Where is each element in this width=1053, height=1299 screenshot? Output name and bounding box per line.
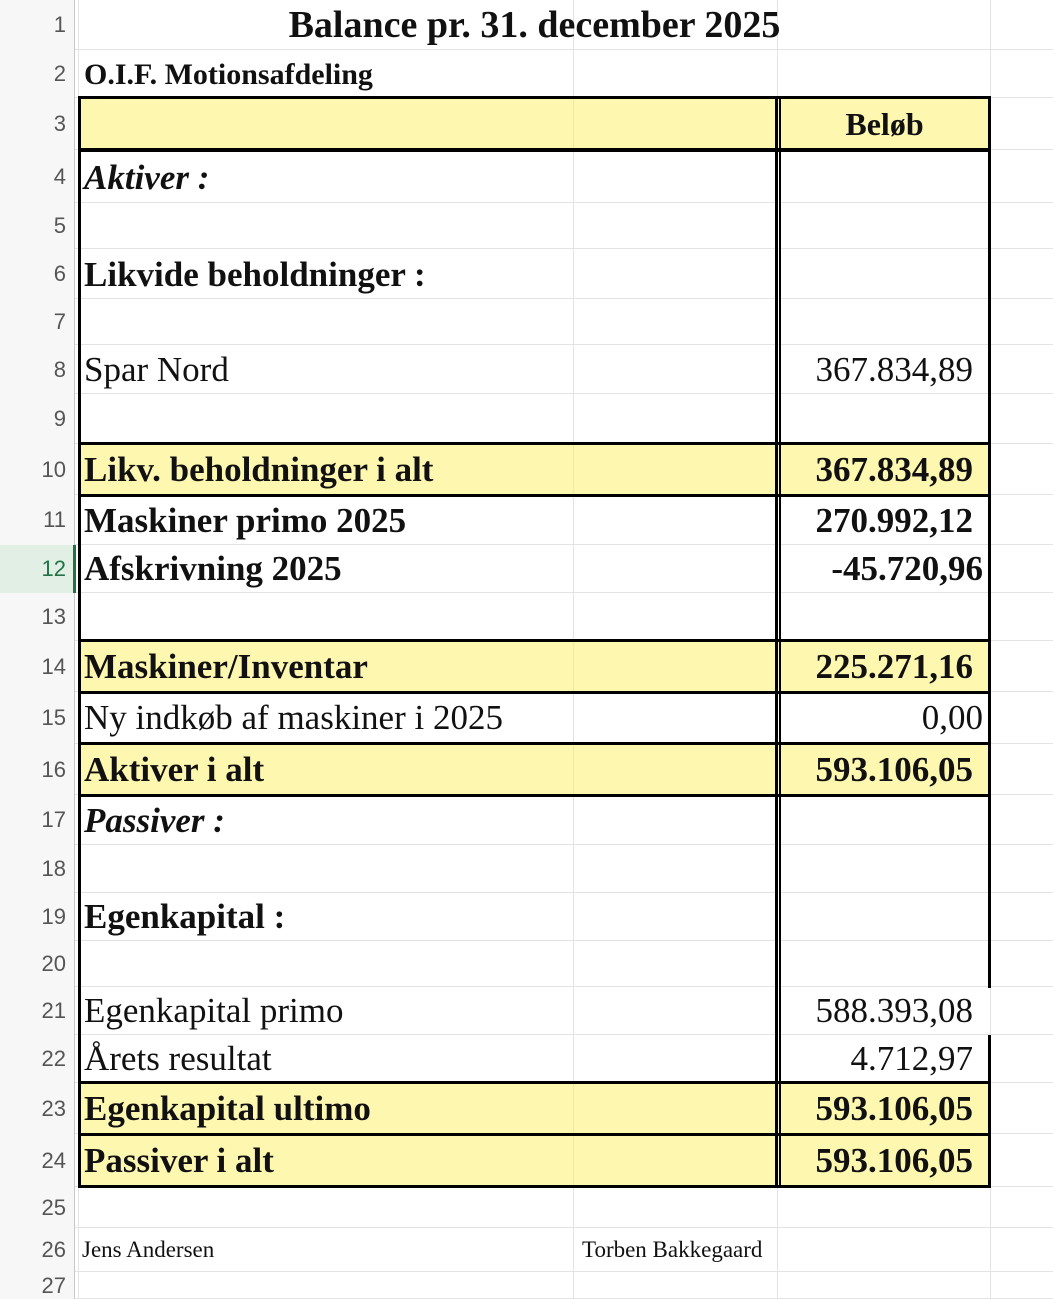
row-header-18[interactable]: 18 bbox=[0, 845, 74, 893]
row-header-14[interactable]: 14 bbox=[0, 641, 74, 692]
row-header-26[interactable]: 26 bbox=[0, 1228, 74, 1272]
row-header-25[interactable]: 25 bbox=[0, 1187, 74, 1228]
amount-spar-nord: 367.834,89 bbox=[815, 350, 973, 389]
row-header-12[interactable]: 12 bbox=[0, 545, 74, 593]
selected-row-accent bbox=[73, 545, 76, 593]
label-maskiner-primo: Maskiner primo 2025 bbox=[84, 501, 407, 540]
border-mid-right bbox=[779, 96, 781, 1188]
label-ny-indkob: Ny indkøb af maskiner i 2025 bbox=[84, 698, 503, 737]
row-header-24[interactable]: 24 bbox=[0, 1134, 74, 1187]
label-egenkapital: Egenkapital : bbox=[84, 897, 286, 936]
row-header-4[interactable]: 4 bbox=[0, 150, 74, 203]
amount-aktiver-i-alt: 593.106,05 bbox=[815, 750, 973, 789]
label-passiver: Passiver : bbox=[84, 801, 225, 840]
amount-ny-indkob: 0,00 bbox=[921, 698, 983, 737]
label-aktiver-i-alt: Aktiver i alt bbox=[84, 750, 265, 789]
row-header-21[interactable]: 21 bbox=[0, 987, 74, 1035]
signature-right: Torben Bakkegaard bbox=[582, 1237, 763, 1262]
label-egenkapital-ultimo: Egenkapital ultimo bbox=[84, 1089, 371, 1128]
label-maskiner-inventar: Maskiner/Inventar bbox=[84, 647, 368, 686]
signature-left: Jens Andersen bbox=[82, 1237, 215, 1262]
gridline-row-5 bbox=[0, 248, 1053, 249]
row-header-1[interactable]: 1 bbox=[0, 0, 74, 50]
sheet-title: Balance pr. 31. december 2025 bbox=[288, 4, 781, 46]
row-header-2[interactable]: 2 bbox=[0, 50, 74, 98]
border-mid-left bbox=[775, 96, 778, 1188]
label-egenkapital-primo: Egenkapital primo bbox=[84, 991, 344, 1030]
border-right bbox=[988, 96, 991, 988]
border-left bbox=[78, 96, 81, 1188]
row-header-6[interactable]: 6 bbox=[0, 249, 74, 299]
amount-passiver-i-alt: 593.106,05 bbox=[815, 1141, 973, 1180]
row-header-3[interactable]: 3 bbox=[0, 98, 74, 150]
amount-egenkapital-primo: 588.393,08 bbox=[815, 991, 973, 1030]
amount-maskiner-primo: 270.992,12 bbox=[815, 501, 973, 540]
row-header-5[interactable]: 5 bbox=[0, 203, 74, 249]
label-passiver-i-alt: Passiver i alt bbox=[84, 1141, 274, 1180]
row-header-13[interactable]: 13 bbox=[0, 593, 74, 641]
amount-arets-resultat: 4.712,97 bbox=[850, 1039, 973, 1078]
border-right-lower bbox=[988, 1035, 991, 1188]
row-header-15[interactable]: 15 bbox=[0, 692, 74, 744]
label-arets-resultat: Årets resultat bbox=[84, 1039, 272, 1078]
row-header-22[interactable]: 22 bbox=[0, 1035, 74, 1083]
row-header-23[interactable]: 23 bbox=[0, 1083, 74, 1134]
row-header-17[interactable]: 17 bbox=[0, 795, 74, 845]
amount-afskrivning: -45.720,96 bbox=[831, 549, 983, 588]
row-header-7[interactable]: 7 bbox=[0, 299, 74, 345]
sheet-subtitle: O.I.F. Motionsafdeling bbox=[84, 58, 373, 91]
row-header-16[interactable]: 16 bbox=[0, 744, 74, 795]
label-aktiver: Aktiver : bbox=[84, 158, 210, 197]
row-header-27[interactable]: 27 bbox=[0, 1272, 74, 1299]
label-likvide-beholdninger: Likvide beholdninger : bbox=[84, 255, 426, 294]
gridline-row-7 bbox=[0, 344, 1053, 345]
label-afskrivning: Afskrivning 2025 bbox=[84, 549, 342, 588]
label-likv-beholdninger-i-alt: Likv. beholdninger i alt bbox=[84, 450, 434, 489]
row-header-8[interactable]: 8 bbox=[0, 345, 74, 394]
column-header-amount: Beløb bbox=[845, 105, 924, 142]
amount-likv-beholdninger-i-alt: 367.834,89 bbox=[815, 450, 973, 489]
row-header-9[interactable]: 9 bbox=[0, 394, 74, 444]
row-header-11[interactable]: 11 bbox=[0, 495, 74, 545]
row-header-separator bbox=[74, 0, 75, 1299]
gridline-col-b bbox=[573, 0, 574, 1299]
row-header-19[interactable]: 19 bbox=[0, 893, 74, 941]
row-header-20[interactable]: 20 bbox=[0, 941, 74, 987]
label-spar-nord: Spar Nord bbox=[84, 350, 229, 389]
amount-maskiner-inventar: 225.271,16 bbox=[815, 647, 973, 686]
amount-egenkapital-ultimo: 593.106,05 bbox=[815, 1089, 973, 1128]
row-header-10[interactable]: 10 bbox=[0, 444, 74, 495]
